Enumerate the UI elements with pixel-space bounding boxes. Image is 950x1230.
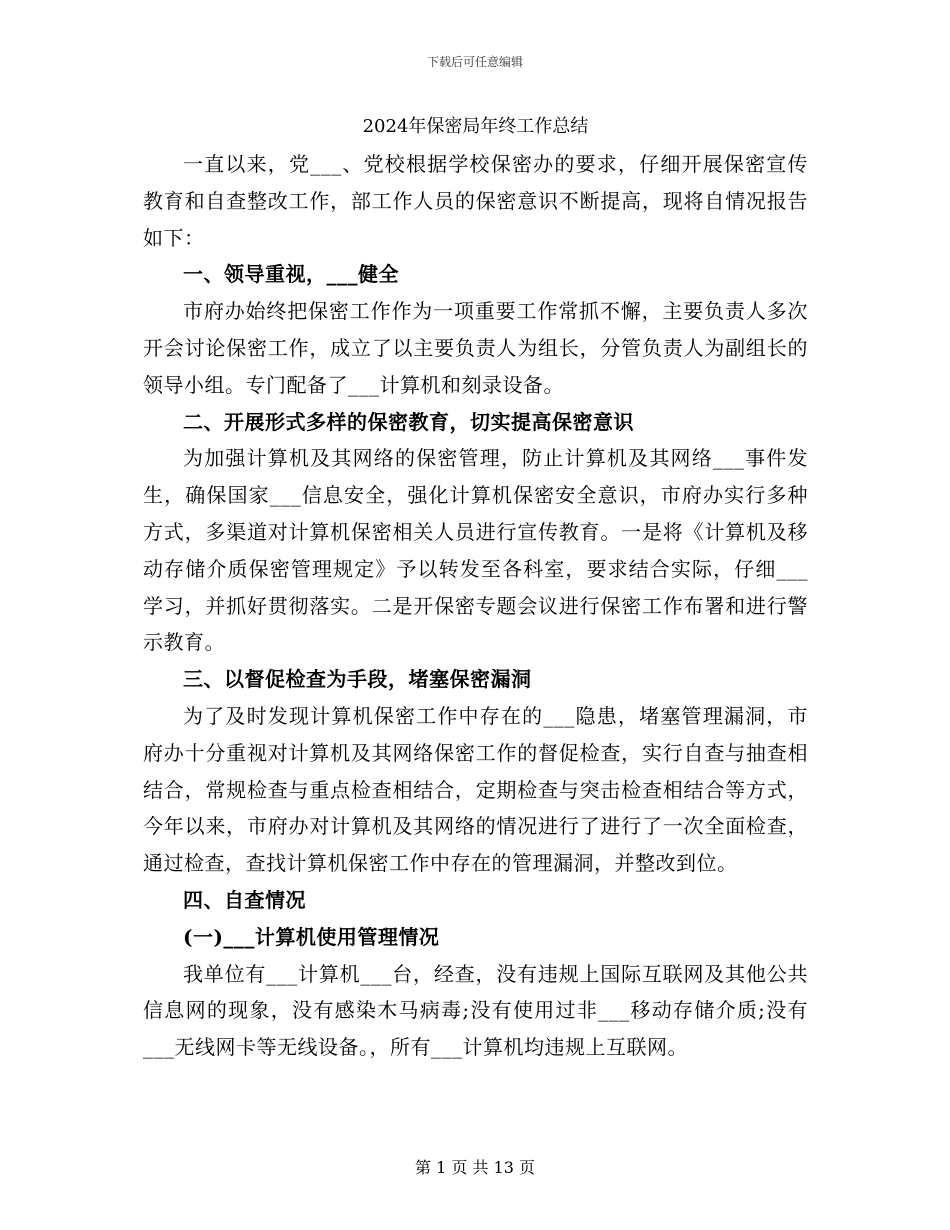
page-footer-number: 第 1 页 共 13 页 bbox=[415, 1158, 535, 1177]
section-4-heading: 四、自查情况 bbox=[183, 887, 306, 912]
intro-paragraph: 一直以来，党___、党校根据学校保密办的要求，仔细开展保密宣传教育和自查整改工作，部工作人员的保密意识不断提高，现将自情况报告如下： bbox=[143, 152, 808, 250]
section-2-heading: 二、开展形式多样的保密教育，切实提高保密意识 bbox=[183, 409, 634, 434]
document-title: 2024年保密局年终工作总结 bbox=[362, 116, 589, 137]
section-3-heading: 三、以督促检查为手段，堵塞保密漏洞 bbox=[183, 667, 532, 692]
document-body bbox=[143, 112, 808, 1066]
subsection-1-paragraph: 我单位有___计算机___台，经查，没有违规上国际互联网及其他公共信息网的现象，没有感染木马病毒;没有使用过非___移动存储介质;没有___无线网卡等无线设备。，所有___计算机均违规上互联网。 bbox=[143, 961, 808, 1060]
subsection-1-heading: (一)___计算机使用管理情况 bbox=[183, 924, 440, 949]
section-1-paragraph: 市府办始终把保密工作作为一项重要工作常抓不懈，主要负责人多次开会讨论保密工作，成立了以主要负责人为组长，分管负责人为副组长的领导小组。专门配备了___计算机和刻录设备。 bbox=[143, 299, 808, 397]
page-header-note: 下载后可任意编辑 bbox=[426, 55, 523, 69]
section-2-paragraph: 为加强计算机及其网络的保密管理，防止计算机及其网络___事件发生，确保国家___信息安全，强化计算机保密安全意识，市府办实行多种方式，多渠道对计算机保密相关人员进行宣传教育。一是将《计算机及移动存储介质保密管理规定》予以转发至各科室，要求结合实际，仔细___学习，并抓好贯彻落实。二是开保密专题会议进行保密工作布署和进行警示教育。 bbox=[143, 446, 808, 655]
section-1-heading: 一、领导重视，___健全 bbox=[183, 262, 399, 287]
section-3-paragraph: 为了及时发现计算机保密工作中存在的___隐患，堵塞管理漏洞，市府办十分重视对计算机及其网络保密工作的督促检查，实行自查与抽查相结合，常规检查与重点检查相结合，定期检查与突击检查相结合等方式，今年以来，市府办对计算机及其网络的情况进行了进行了一次全面检查，通过检查，查找计算机保密工作中存在的管理漏洞，并整改到位。 bbox=[143, 703, 808, 876]
